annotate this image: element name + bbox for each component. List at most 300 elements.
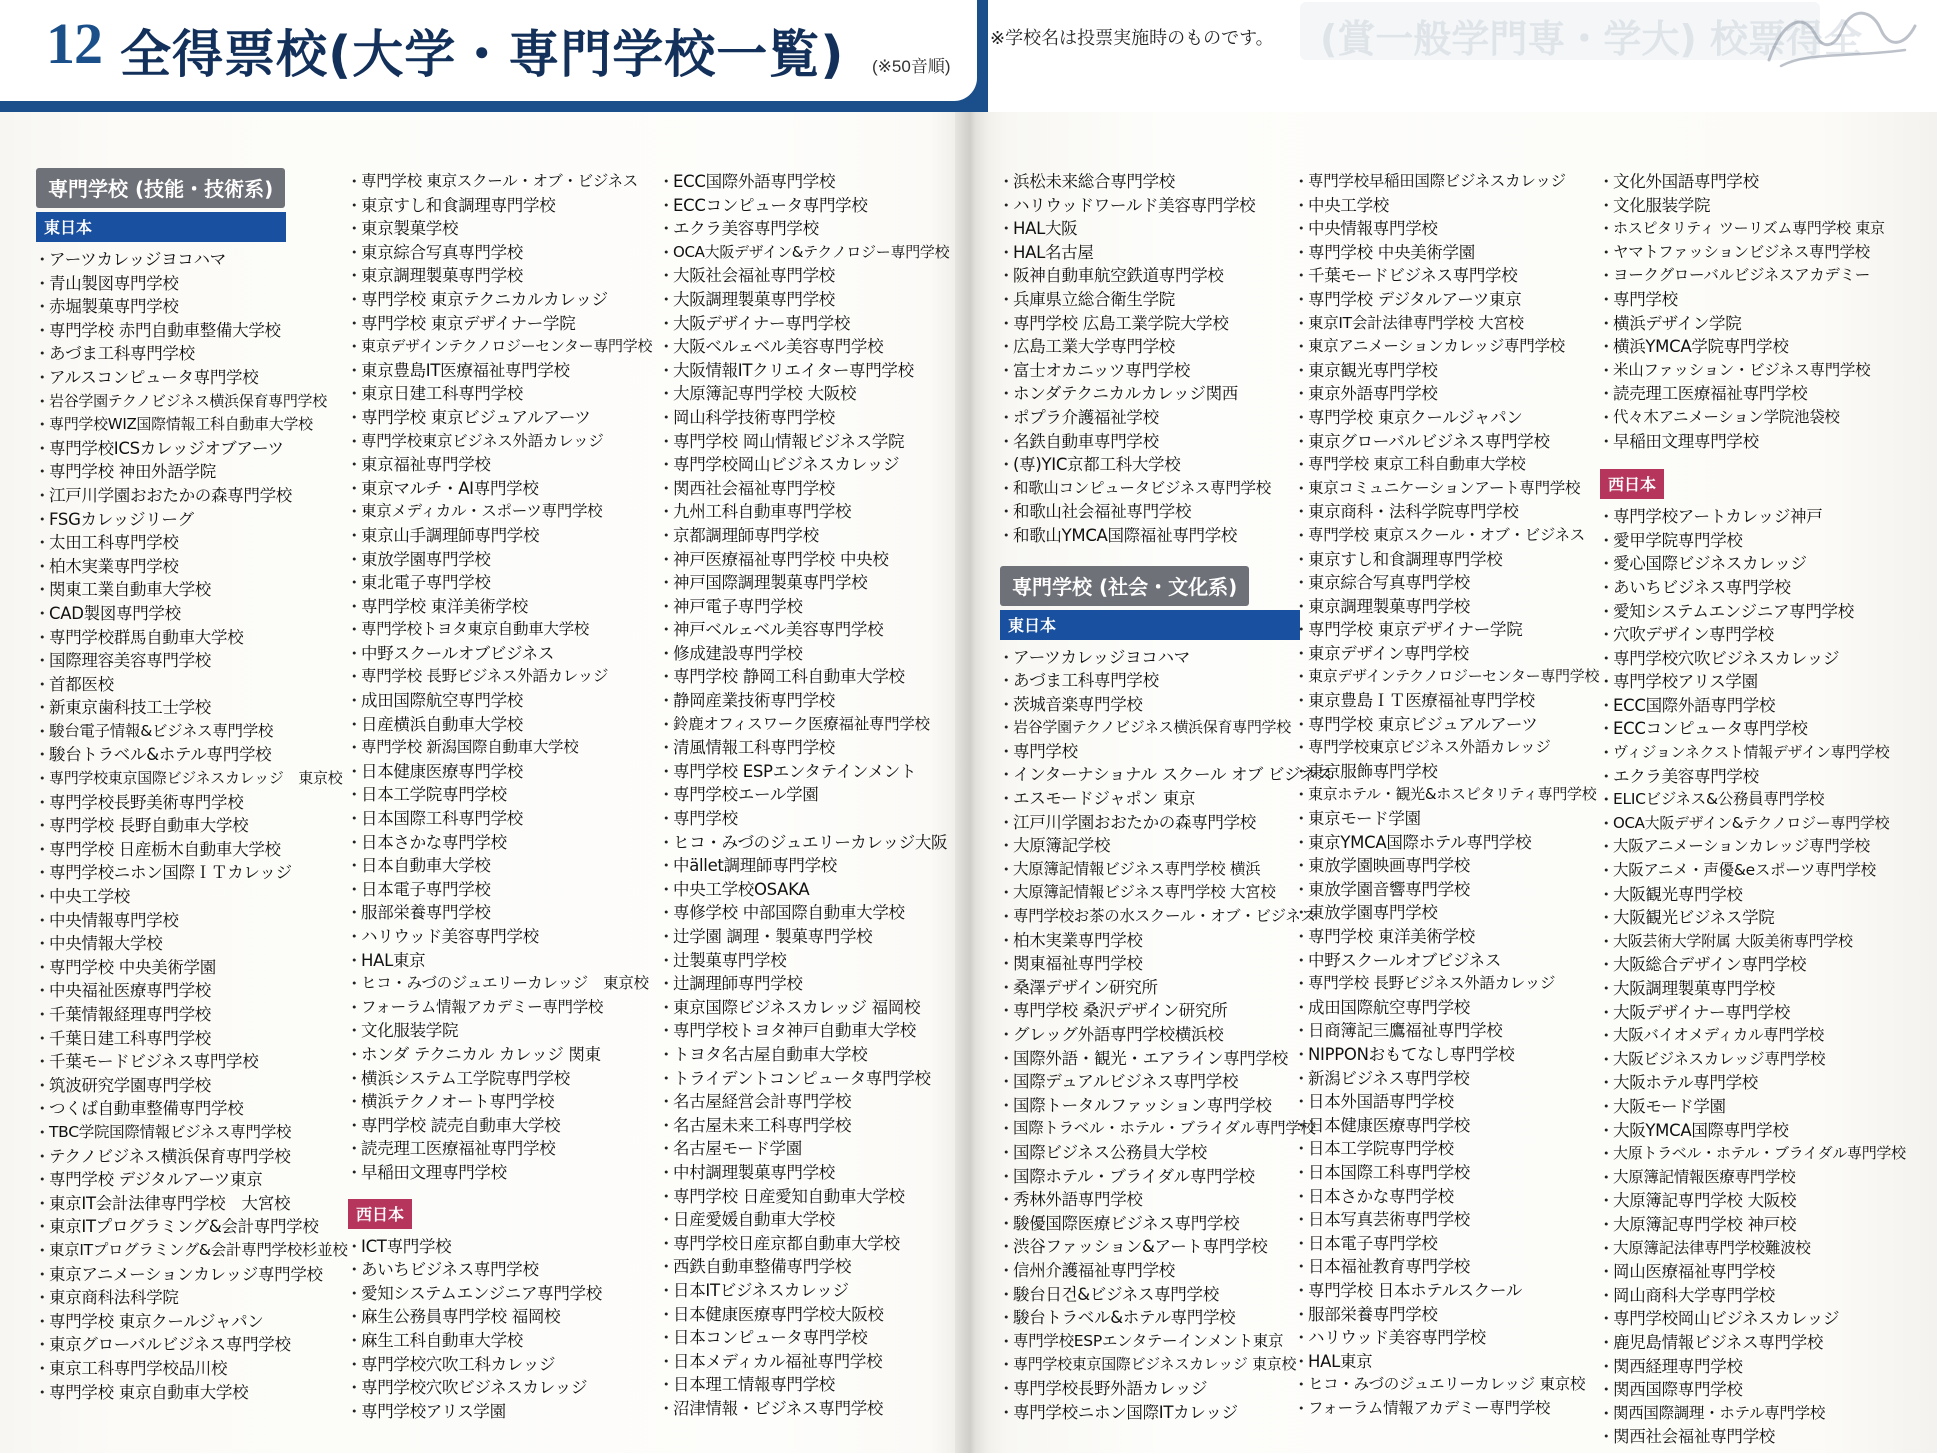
list-item: ・ インターナショナル スクール オブ ビジネス	[1000, 763, 1300, 787]
list-item: ・ 専門学校 新潟国際自動車大学校	[348, 736, 604, 760]
list-item: ・ 東放学園専門学校	[348, 548, 604, 572]
highlight-honda-kanto: ホンダ テクニカル カレッジ 関東	[361, 1044, 601, 1064]
list-item: ・ 専門学校日産京都自動車大学校	[660, 1232, 950, 1256]
list-item: ・ 愛甲学院専門学校	[1600, 529, 1920, 553]
list-item: ・ 専門学校ICSカレッジオブアーツ	[36, 437, 286, 461]
school-list-c4	[1000, 170, 1300, 548]
list-item: ・ 大原簿記情報医療専門学校	[1600, 1166, 1920, 1190]
list-item: ・ 大阪調理製菓専門学校	[660, 288, 950, 312]
list-item: ・ 専門学校WIZ国際情報工科自動車大学校	[36, 413, 286, 437]
list-item: ・ ECC国際外語専門学校	[1600, 694, 1920, 718]
list-item: ・ OCA大阪デザイン&テクノロジー専門学校	[1600, 812, 1920, 836]
list-item: ・ フォーラム情報アカデミー専門学校	[1295, 1397, 1595, 1421]
list-item: ・ ECCコンピュータ専門学校	[1600, 717, 1920, 741]
list-item: ・ 東京デザイン専門学校	[1295, 642, 1595, 666]
highlight-honda-kansai: ホンダテクニカルカレッジ関西	[1013, 384, 1238, 404]
list-item: ・ 日本コンピュータ専門学校	[660, 1326, 950, 1350]
list-item: ・ あづま工科専門学校	[1000, 669, 1300, 693]
list-item: ・ 秀林外語専門学校	[1000, 1188, 1300, 1212]
list-item: ・ 中野スクールオブビジネス	[348, 642, 604, 666]
list-item: ・ 横浜デザイン学院	[1600, 312, 1920, 336]
list-item: ・ 専門学校 日産愛知自動車大学校	[660, 1185, 950, 1209]
list-item: ・ 名古屋モード学園	[660, 1137, 950, 1161]
list-item: ・ 中央情報大学校	[36, 932, 286, 956]
list-item: ・ 専門学校 東京工科自動車大学校	[1295, 453, 1595, 477]
list-item: ・ 専門学校穴吹工科カレッジ	[348, 1353, 604, 1377]
list-item: ・ 東京メディカル・スポーツ専門学校	[348, 500, 604, 524]
list-item: ・ あづま工科専門学校	[36, 342, 286, 366]
list-item: ・ 大阪YMCA国際専門学校	[1600, 1119, 1920, 1143]
list-item: ・ 東京豊島ＩＴ医療福祉専門学校	[1295, 689, 1595, 713]
column-6	[1600, 164, 1920, 1449]
list-item: ・ トライデントコンピュータ専門学校	[660, 1067, 950, 1091]
list-item: ・ 専門学校 中央美術学園	[36, 956, 286, 980]
list-item: ・ 東京デザインテクノロジーセンター専門学校	[348, 335, 604, 359]
list-item: ・ 東京外語専門学校	[1295, 382, 1595, 406]
list-item: ・ 西鉄自動車整備専門学校	[660, 1255, 950, 1279]
list-item: ・ 日産愛媛自動車大学校	[660, 1208, 950, 1232]
list-item: ・ 東京調理製菓専門学校	[348, 264, 604, 288]
list-item: ・ 専修学校 中部国際自動車大学校	[660, 901, 950, 925]
list-item: ・ 和歌山社会福祉専門学校	[1000, 500, 1300, 524]
list-item: ・ 江戸川学園おおたかの森専門学校	[1000, 811, 1300, 835]
list-item: ・ 大阪観光専門学校	[1600, 883, 1920, 907]
list-item: ・ 首都医校	[36, 673, 286, 697]
list-item: ・ トヨタ名古屋自動車大学校	[660, 1043, 950, 1067]
list-item: ・ 専門学校	[1000, 740, 1300, 764]
list-item: ・ 日本健康医療専門学校	[348, 760, 604, 784]
list-item: ・ 名古屋未来工科専門学校	[660, 1114, 950, 1138]
list-item: ・ 専門学校穴吹ビジネスカレッジ	[348, 1376, 604, 1400]
list-item: ・ 桑澤デザイン研究所	[1000, 976, 1300, 1000]
list-item: ・ 東北電子専門学校	[348, 571, 604, 595]
list-item: ・ 和歌山YMCA国際福祉専門学校	[1000, 524, 1300, 548]
list-item: ・ 神戸ベルェベル美容専門学校	[660, 618, 950, 642]
list-item: ・ 岩谷学園テクノビジネス横浜保育専門学校	[36, 390, 286, 414]
list-item: ・ ヒコ・みづのジュエリーカレッジ大阪	[660, 831, 950, 855]
list-item: ・ フォーラム情報アカデミー専門学校	[348, 996, 604, 1020]
school-list-c2-west	[348, 1235, 604, 1424]
list-item: ・ 東京コミュニケーションアート専門学校	[1295, 477, 1595, 501]
list-item: ・ ホスピタリティ ツーリズム専門学校 東京	[1600, 217, 1920, 241]
list-item: ・ 大原簿記専門学校 大阪校	[1600, 1189, 1920, 1213]
column-4	[1000, 164, 1333, 1424]
list-item: ・ 阪神自動車航空鉄道専門学校	[1000, 264, 1300, 288]
list-item: ・ 富士オカニッツ専門学校	[1000, 359, 1300, 383]
list-item: ・ 日本理工情報専門学校	[660, 1373, 950, 1397]
handwriting-scribble	[1763, 0, 1923, 74]
list-item: ・ テクノビジネス横浜保育専門学校	[36, 1145, 286, 1169]
list-item: ・ ハリウッドワールド美容専門学校	[1000, 194, 1300, 218]
list-item: ・ 横浜システム工学院専門学校	[348, 1067, 604, 1091]
list-item: ・ アーツカレッジヨコハマ	[36, 248, 286, 272]
list-item: ・ 専門学校ニホン国際ITカレッジ	[1000, 1401, 1300, 1425]
list-item: ・ エクラ美容専門学校	[660, 217, 950, 241]
list-item: ・ 専門学校 東京デザイナー学院	[1295, 618, 1595, 642]
list-item: ・ 国際トラベル・ホテル・ブライダル専門学校	[1000, 1117, 1300, 1141]
list-item: ・ 大原簿記学校	[1000, 834, 1300, 858]
list-item: ・ 専門学校 岡山情報ビジネス学院	[660, 430, 950, 454]
list-item: ・ ECC国際外語専門学校	[660, 170, 950, 194]
list-item: ・ 国際トータルファッション専門学校	[1000, 1094, 1300, 1118]
list-item: ・ 新潟ビジネス専門学校	[1295, 1067, 1595, 1091]
list-item: ・ 国際外語・観光・エアライン専門学校	[1000, 1047, 1300, 1071]
list-item: ・ ICT専門学校	[348, 1235, 604, 1259]
list-item: ・ 中央工学校OSAKA	[660, 878, 950, 902]
list-item: ・ 東京グローバルビジネス専門学校	[36, 1333, 286, 1357]
list-item: ・ 修成建設専門学校	[660, 642, 950, 666]
list-item: ・ 大原簿記情報ビジネス専門学校 横浜	[1000, 858, 1300, 882]
region-label-west-shakai: 西日本	[1600, 469, 1664, 499]
list-item: ・ 東京すし和食調理専門学校	[348, 194, 604, 218]
header-ghost-text: (賞一般学門専・学大) 校票得全	[1320, 17, 1862, 61]
list-item: ・ 日本工学院専門学校	[1295, 1137, 1595, 1161]
list-item: ・ ヨークグローバルビジネスアカデミー	[1600, 264, 1920, 288]
list-item: ・ 東京福祉専門学校	[348, 453, 604, 477]
list-item: ・ 大原簿記法律専門学校難波校	[1600, 1237, 1920, 1261]
list-item: ・ 兵庫県立総合衛生学院	[1000, 288, 1300, 312]
list-item: ・ 岡山科学技術専門学校	[660, 406, 950, 430]
list-item: ・ 関西経理専門学校	[1600, 1355, 1920, 1379]
list-item: ・ 青山製図専門学校	[36, 272, 286, 296]
list-item: ・ 東京ホテル・観光&ホスピタリティ専門学校	[1295, 783, 1595, 807]
list-item: ・ 専門学校 デジタルアーツ東京	[1295, 288, 1595, 312]
page-title-note: (※50音順)	[872, 57, 951, 76]
list-item: ・ 日本メディカル福祉専門学校	[660, 1350, 950, 1374]
list-item: ・ 国際デュアルビジネス専門学校	[1000, 1070, 1300, 1094]
column-1	[36, 168, 348, 1404]
list-item: ・ アルスコンピュータ専門学校	[36, 366, 286, 390]
column-5	[1295, 164, 1600, 1420]
list-item: ・ 沼津情報・ビジネス専門学校	[660, 1397, 950, 1421]
list-item: ・ 日本写真芸術専門学校	[1295, 1208, 1595, 1232]
column-3	[660, 164, 950, 1420]
list-item: ・ 読売理工医療福祉専門学校	[1600, 382, 1920, 406]
list-item: ・ ELICビジネス&公務員専門学校	[1600, 788, 1920, 812]
list-item: ・ 大阪社会福祉専門学校	[660, 264, 950, 288]
list-item: ・ 国際理容美容専門学校	[36, 649, 286, 673]
list-item: ・ HAL名古屋	[1000, 241, 1300, 265]
list-item: ・ ECCコンピュータ専門学校	[660, 194, 950, 218]
list-item: ・ 専門学校お茶の水スクール・オブ・ビジネス	[1000, 905, 1300, 929]
list-item: ・ 筑波研究学園専門学校	[36, 1074, 286, 1098]
list-item: ・ 東京工科専門学校品川校	[36, 1357, 286, 1381]
list-item: ・ 辻調理師専門学校	[660, 972, 950, 996]
list-item: ・ 大阪アニメーションカレッジ専門学校	[1600, 835, 1920, 859]
region-label-west-gino: 西日本	[348, 1199, 412, 1229]
list-item: ・ 日商簿記三鷹福祉専門学校	[1295, 1019, 1595, 1043]
list-item: ・ 中央工学校	[36, 885, 286, 909]
list-item: ・ 専門学校 神田外語学院	[36, 460, 286, 484]
list-item: ・ 日本さかな専門学校	[1295, 1185, 1595, 1209]
list-item: ・ 東京YMCA国際ホテル専門学校	[1295, 831, 1595, 855]
list-item: ・ 岡山商科大学専門学校	[1600, 1284, 1920, 1308]
list-item: ・ 東京グローバルビジネス専門学校	[1295, 430, 1595, 454]
list-item: ・ 東京山手調理師専門学校	[348, 524, 604, 548]
list-item: ・ 専門学校岡山ビジネスカレッジ	[660, 453, 950, 477]
list-item: ・ 米山ファッション・ビジネス専門学校	[1600, 359, 1920, 383]
list-item: ・ 東京日建工科専門学校	[348, 382, 604, 406]
list-item: ・ 中村調理製菓専門学校	[660, 1161, 950, 1185]
list-item: ・ 大阪観光ビジネス学院	[1600, 906, 1920, 930]
list-item: ・ 専門学校	[660, 807, 950, 831]
list-item: ・ ポプラ介護福祉学校	[1000, 406, 1300, 430]
list-item: ・ 横浜テクノオート専門学校	[348, 1090, 604, 1114]
region-label-east-gino: 東日本	[36, 212, 286, 242]
list-item: ・ 名鉄自動車専門学校	[1000, 430, 1300, 454]
list-item: ・ 赤堀製菓専門学校	[36, 295, 286, 319]
list-item: ・ 専門学校東京ビジネス外語カレッジ	[348, 430, 604, 454]
list-item: ・ 大阪デザイナー専門学校	[660, 312, 950, 336]
list-item: ・ 九州工科自動車専門学校	[660, 500, 950, 524]
list-item: ・ 服部栄養専門学校	[1295, 1303, 1595, 1327]
list-item: ・ 岩谷学園テクノビジネス横浜保育専門学校	[1000, 716, 1300, 740]
list-item: ・ 辻製菓専門学校	[660, 949, 950, 973]
list-item: ・ 日本外国語専門学校	[1295, 1090, 1595, 1114]
list-item: ・ 東京IT会計法律専門学校 大宮校	[36, 1192, 286, 1216]
list-item: ・ 清風情報工科専門学校	[660, 736, 950, 760]
list-item: ・ 日本電子専門学校	[348, 878, 604, 902]
list-item: ・ 国際ビジネス公務員大学校	[1000, 1141, 1300, 1165]
list-item: ・ 関西国際調理・ホテル専門学校	[1600, 1402, 1920, 1426]
list-item: ・ 和歌山コンピュータビジネス専門学校	[1000, 477, 1300, 501]
list-item: ・ 専門学校 東洋美術学校	[1295, 925, 1595, 949]
list-item: ・ 渋谷ファッション&アート専門学校	[1000, 1235, 1300, 1259]
list-item: ・ 東京観光専門学校	[1295, 359, 1595, 383]
list-item: ・ 駿優国際医療ビジネス専門学校	[1000, 1212, 1300, 1236]
list-item: ・ 大阪ホテル専門学校	[1600, 1071, 1920, 1095]
list-item: ・ 神戸国際調理製菓専門学校	[660, 571, 950, 595]
list-item: ・ 駿台電子情報&ビジネス専門学校	[36, 720, 286, 744]
list-item: ・ 専門学校 東洋美術学校	[348, 595, 604, 619]
list-item: ・ 文化服装学院	[1600, 194, 1920, 218]
list-item: ・ 国際ホテル・ブライダル専門学校	[1000, 1165, 1300, 1189]
list-item: ・ ヒコ・みづのジュエリーカレッジ 東京校	[1295, 1373, 1595, 1397]
list-item: ・ 大阪ビジネスカレッジ専門学校	[1600, 1048, 1920, 1072]
list-item: ・ 中ället調理師専門学校	[660, 854, 950, 878]
list-item: ・ 京都調理師専門学校	[660, 524, 950, 548]
list-item: ・ 専門学校アリス学園	[1600, 670, 1920, 694]
page-gutter-shadow	[955, 0, 989, 1453]
list-item: ・ 専門学校 静岡工科自動車大学校	[660, 665, 950, 689]
list-item: ・ 日本自動車大学校	[348, 854, 604, 878]
list-item: ・ 中央工学校	[1295, 194, 1595, 218]
list-item: ・ 専門学校 東京スクール・オブ・ビジネス	[348, 170, 604, 194]
school-list-c1	[36, 248, 348, 1404]
column-2	[348, 164, 653, 1423]
list-item: ・ 千葉モードビジネス専門学校	[36, 1050, 286, 1074]
list-item: ・ 日本国際工科専門学校	[1295, 1161, 1595, 1185]
list-item: ・ 千葉情報経理専門学校	[36, 1003, 286, 1027]
list-item: ・ 専門学校 東京ビジュアルアーツ	[1295, 713, 1595, 737]
list-item: ・ 専門学校 中央美術学園	[1295, 241, 1595, 265]
list-item: ・ 文化外国語専門学校	[1600, 170, 1920, 194]
list-item: ・ 柏木実業専門学校	[1000, 929, 1300, 953]
list-item: ・ HAL東京	[1295, 1350, 1595, 1374]
list-item: ・ 日本健康医療専門学校	[1295, 1114, 1595, 1138]
list-item: ・ 専門学校トヨタ東京自動車大学校	[348, 618, 604, 642]
list-item: ・ 専門学校 長野ビジネス外語カレッジ	[1295, 972, 1595, 996]
list-item: ・ ヴィジョンネクスト情報デザイン専門学校	[1600, 741, 1920, 765]
list-item: ・ 専門学校ESPエンタテーインメント東京	[1000, 1330, 1300, 1354]
list-item: ・ 関西社会福祉専門学校	[660, 477, 950, 501]
list-item: ・ 専門学校 広島工業学院大学校	[1000, 312, 1300, 336]
list-item: ・ 大阪ベルェベル美容専門学校	[660, 335, 950, 359]
list-item: ・ 横浜YMCA学院専門学校	[1600, 335, 1920, 359]
list-item: ・ 専門学校	[1600, 288, 1920, 312]
list-item: ・ 柏木実業専門学校	[36, 555, 286, 579]
list-item: ・ 愛心国際ビジネスカレッジ	[1600, 552, 1920, 576]
list-item: ・ 日本工学院専門学校	[348, 783, 604, 807]
list-item: ・ 東放学園映画専門学校	[1295, 854, 1595, 878]
list-item: ・ 専門学校 東京テクニカルカレッジ	[348, 288, 604, 312]
list-item: ・ 千葉日建工科専門学校	[36, 1027, 286, 1051]
list-item: ・ 早稲田文理専門学校	[1600, 430, 1920, 454]
list-item: ・ 専門学校 東京ビジュアルアーツ	[348, 406, 604, 430]
list-item: ・ 専門学校 桑沢デザイン研究所	[1000, 999, 1300, 1023]
list-item: ・ 代々木アニメーション学院池袋校	[1600, 406, 1920, 430]
list-item: ・ 駿台日건&ビジネス専門学校	[1000, 1283, 1300, 1307]
list-item: ・ 日本ITビジネスカレッジ	[660, 1279, 950, 1303]
list-item: ・ 大原トラベル・ホテル・ブライダル専門学校	[1600, 1142, 1920, 1166]
list-item: ・ 神戸電子専門学校	[660, 595, 950, 619]
list-item: ・ 太田工科専門学校	[36, 531, 286, 555]
page-header	[0, 0, 1937, 110]
list-item: ・ 東京IT会計法律専門学校 大宮校	[1295, 312, 1595, 336]
list-item: ・ 麻生工科自動車大学校	[348, 1329, 604, 1353]
list-item: ・ 専門学校 ESPエンタテインメント	[660, 760, 950, 784]
list-item: ・ 専門学校エール学園	[660, 783, 950, 807]
page-title: 全得票校(大学・専門学校一覧)	[120, 26, 845, 85]
list-item: ・ ハリウッド美容専門学校	[1295, 1326, 1595, 1350]
list-item: ・ 専門学校アートカレッジ神戸	[1600, 505, 1920, 529]
list-item: ・ 早稲田文理専門学校	[348, 1161, 604, 1185]
list-item: ・ 大阪モード学園	[1600, 1095, 1920, 1119]
list-item: ・ 専門学校 長野ビジネス外語カレッジ	[348, 665, 604, 689]
list-item: ・ 関西社会福祉専門学校	[1600, 1425, 1920, 1449]
list-item: ・ 東京国際ビジネスカレッジ 福岡校	[660, 996, 950, 1020]
list-item: ・ 東京製菓学校	[348, 217, 604, 241]
list-item: ・ 読売理工医療福祉専門学校	[348, 1137, 604, 1161]
list-item: ・ 浜松未来総合専門学校	[1000, 170, 1300, 194]
list-item: ・ 大阪アニメ・声優&eスポーツ専門学校	[1600, 859, 1920, 883]
list-item: ・ 辻学園 調理・製菓専門学校	[660, 925, 950, 949]
list-item: ・ 日本健康医療専門学校大阪校	[660, 1303, 950, 1327]
list-item: ・ 駿台トラベル&ホテル専門学校	[36, 743, 286, 767]
list-item: ・ 専門学校 東京スクール・オブ・ビジネス	[1295, 524, 1595, 548]
list-item: ・ HAL大阪	[1000, 217, 1300, 241]
list-item: ・ 東京アニメーションカレッジ専門学校	[1295, 335, 1595, 359]
list-item: ・ 服部栄養専門学校	[348, 901, 604, 925]
list-item: ・ ヤマトファッションビジネス専門学校	[1600, 241, 1920, 265]
section-title-shakai: 専門学校 (社会・文化系)	[1000, 566, 1249, 606]
list-item: ・ 駿台トラベル&ホテル専門学校	[1000, 1306, 1300, 1330]
list-item: ・ 神戸医療福祉専門学校 中央校	[660, 548, 950, 572]
list-item: ・ 大阪情報ITクリエイター専門学校	[660, 359, 950, 383]
list-item: ・ 愛知システムエンジニア専門学校	[348, 1282, 604, 1306]
list-item: ・ 専門学校アリス学園	[348, 1400, 604, 1424]
school-list-c5	[1295, 170, 1600, 1420]
list-item: ・ 専門学校穴吹ビジネスカレッジ	[1600, 647, 1920, 671]
list-item: ・ 東京綜合写真専門学校	[348, 241, 604, 265]
list-item: ・ 鹿児島情報ビジネス専門学校	[1600, 1331, 1920, 1355]
header-right-note: ※学校名は投票実施時のものです。	[990, 28, 1274, 48]
list-item: ・ (専)YIC京都工科大学校	[1000, 453, 1300, 477]
list-item: ・ 関東福祉専門学校	[1000, 952, 1300, 976]
list-item: ・ 関西国際専門学校	[1600, 1378, 1920, 1402]
list-item: ・ 名古屋経営会計専門学校	[660, 1090, 950, 1114]
list-item: ・ 東京マルチ・AI専門学校	[348, 477, 604, 501]
section-title-gino: 専門学校 (技能・技術系)	[36, 168, 285, 208]
list-item: ・ 東京綜合写真専門学校	[1295, 571, 1595, 595]
list-item: ・ 大阪調理製菓専門学校	[1600, 977, 1920, 1001]
list-item: ・ 信州介護福祉専門学校	[1000, 1259, 1300, 1283]
list-item: ・ 文化服装学院	[348, 1019, 604, 1043]
list-item: ・ 麻生公務員専門学校 福岡校	[348, 1305, 604, 1329]
list-item: ・ 日本福祉教育専門学校	[1295, 1255, 1595, 1279]
list-item: ・ 大原簿記専門学校 神戸校	[1600, 1213, 1920, 1237]
list-item: ・ 中野スクールオブビジネス	[1295, 949, 1595, 973]
list-item: ・ 日産横浜自動車大学校	[348, 713, 604, 737]
list-item-highlighted	[348, 1043, 604, 1067]
list-item: ・ 岡山医療福祉専門学校	[1600, 1260, 1920, 1284]
list-item: ・ FSGカレッジリーグ	[36, 508, 286, 532]
list-item: ・ 茨城音楽専門学校	[1000, 693, 1300, 717]
list-item: ・ 東京商科法科学院	[36, 1286, 286, 1310]
list-item: ・ 専門学校 東京クールジャパン	[36, 1310, 286, 1334]
list-item: ・ 中央情報専門学校	[36, 909, 286, 933]
list-item: ・ 専門学校 長野自動車大学校	[36, 814, 286, 838]
list-item: ・ 専門学校ニホン国際ＩＴカレッジ	[36, 861, 286, 885]
list-item: ・ 専門学校 東京クールジャパン	[1295, 406, 1595, 430]
list-item: ・ 新東京歯科技工士学校	[36, 696, 286, 720]
list-item: ・ 愛知システムエンジニア専門学校	[1600, 600, 1920, 624]
list-item: ・ 東京アニメーションカレッジ専門学校	[36, 1263, 286, 1287]
list-item: ・ 専門学校 東京デザイナー学院	[348, 312, 604, 336]
region-label-east-shakai: 東日本	[1000, 610, 1300, 640]
list-item: ・ 専門学校 日本ホテルスクール	[1295, 1279, 1595, 1303]
list-item: ・ エクラ美容専門学校	[1600, 765, 1920, 789]
list-item: ・ 東京ITプログラミング&会計専門学校杉並校	[36, 1239, 286, 1263]
list-item: ・ 専門学校 東京自動車大学校	[36, 1381, 286, 1405]
list-item: ・ 穴吹デザイン専門学校	[1600, 623, 1920, 647]
list-item: ・ 関東工業自動車大学校	[36, 578, 286, 602]
list-item: ・ 広島工業大学専門学校	[1000, 335, 1300, 359]
list-item: ・ 専門学校 デジタルアーツ東京	[36, 1168, 286, 1192]
list-item: ・ 東京商科・法科学院専門学校	[1295, 500, 1595, 524]
list-item: ・ つくば自動車整備専門学校	[36, 1097, 286, 1121]
school-list-c6	[1600, 170, 1920, 453]
list-item: ・ 専門学校長野美術専門学校	[36, 791, 286, 815]
list-item: ・ 中央福祉医療専門学校	[36, 979, 286, 1003]
list-item: ・ 東京ITプログラミング&会計専門学校	[36, 1215, 286, 1239]
list-item: ・ 大阪総合デザイン専門学校	[1600, 953, 1920, 977]
list-item: ・ 千葉モードビジネス専門学校	[1295, 264, 1595, 288]
school-list-c4-shakai	[1000, 646, 1333, 1425]
list-item: ・ HAL東京	[348, 949, 604, 973]
list-item: ・ 大阪バイオメディカル専門学校	[1600, 1024, 1920, 1048]
list-item: ・ 東放学園専門学校	[1295, 901, 1595, 925]
list-item: ・ グレッグ外語専門学校横浜校	[1000, 1023, 1300, 1047]
list-item: ・ ヒコ・みづのジュエリーカレッジ 東京校	[348, 972, 604, 996]
list-item-highlighted	[1000, 382, 1300, 406]
page-number: 12	[46, 11, 102, 76]
list-item: ・ 東京豊島IT医療福祉専門学校	[348, 359, 604, 383]
list-item: ・ NIPPONおもてなし専門学校	[1295, 1043, 1595, 1067]
list-item: ・ あいちビジネス専門学校	[348, 1258, 604, 1282]
list-item: ・ 大原簿記専門学校 大阪校	[660, 382, 950, 406]
list-item: ・ 専門学校長野外語カレッジ	[1000, 1377, 1300, 1401]
